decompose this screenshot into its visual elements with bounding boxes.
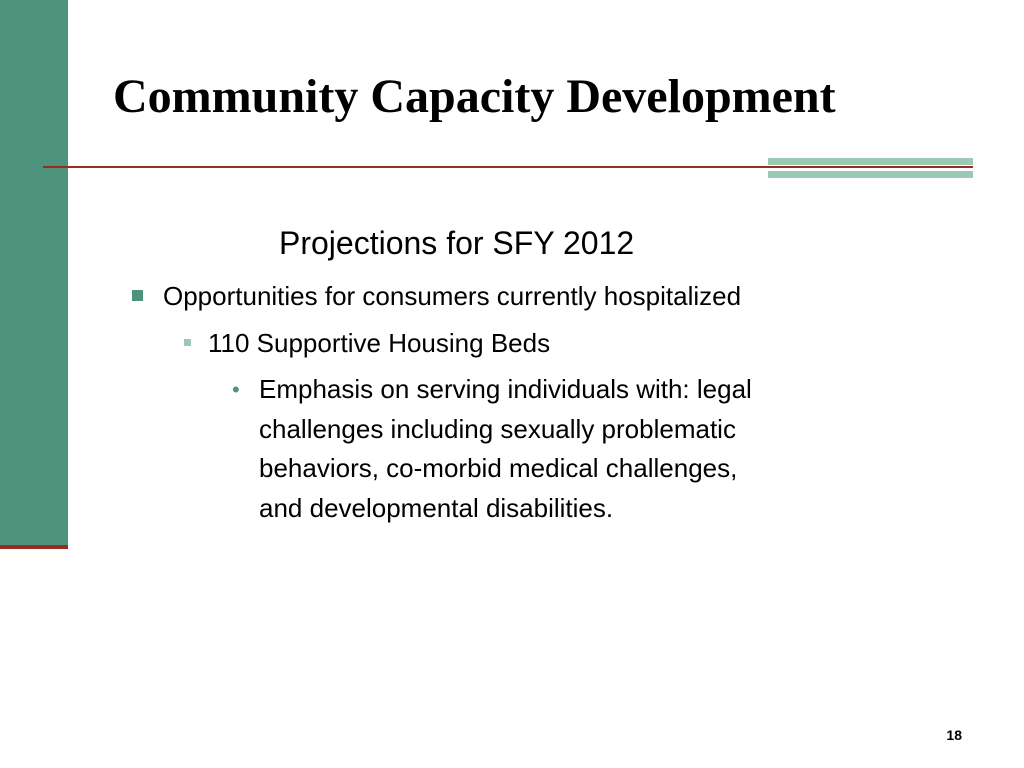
slide-subheading: Projections for SFY 2012 (279, 225, 635, 261)
bullet-text-line: Emphasis on serving individuals with: legal (259, 374, 752, 404)
dot-bullet-icon: • (232, 377, 240, 402)
slide-title: Community Capacity Development (113, 70, 836, 123)
bullet-text: Opportunities for consumers currently hospitalized (163, 281, 742, 311)
bullet-text-line: challenges including sexually problematic (259, 413, 736, 444)
page-number: 18 (946, 727, 962, 743)
left-accent-bar (0, 0, 68, 545)
left-accent-bar-underline (0, 545, 68, 549)
bullet-text-line: behaviors, co-morbid medical challenges, (259, 453, 738, 483)
accent-stripe-bottom (768, 171, 973, 178)
accent-stripes (768, 158, 973, 180)
bullet-text-line: and developmental disabilities. (259, 492, 614, 523)
accent-stripe-top (768, 158, 973, 165)
bullet-text (259, 370, 889, 528)
bullet-text: 110 Supportive Housing Beds (208, 328, 551, 358)
small-square-bullet-icon (184, 339, 191, 346)
square-bullet-icon (132, 290, 143, 301)
